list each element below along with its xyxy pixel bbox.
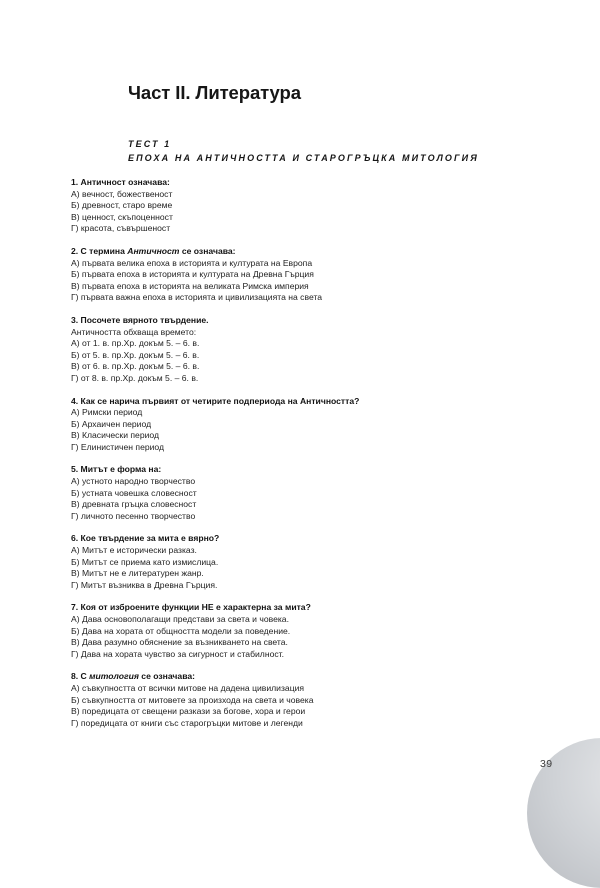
- question-stem: [71, 671, 491, 683]
- question-option[interactable]: Г) Дава на хората чувство за сигурност и стабилност.: [71, 648, 285, 659]
- question-option[interactable]: А) вечност, божественост: [71, 188, 173, 199]
- question-stem-prefix: 7. Коя от изброените функции НЕ е характерна за мита?: [71, 602, 311, 613]
- question-option[interactable]: Г) поредицата от книги със старогръцки митове и легенди: [71, 717, 303, 728]
- question-stem-prefix: 1. Античност означава:: [71, 177, 170, 187]
- question-option[interactable]: Б) устната човешка словесност: [71, 487, 197, 498]
- question-option[interactable]: Б) древност, старо време: [71, 200, 173, 211]
- question-option[interactable]: В) първата епоха в историята на великата Римска империя: [71, 280, 309, 291]
- question-stem-prefix: 8. С: [71, 671, 90, 682]
- question-option[interactable]: В) ценност, скъпоценност: [71, 211, 173, 222]
- question-stem-prefix: 4. Как се нарича първият от четирите подпериода на Античността?: [71, 395, 360, 406]
- test-header: [128, 138, 479, 165]
- question-option[interactable]: Б) първата епоха в историята и културата на Древна Гърция: [71, 269, 314, 280]
- question-option[interactable]: Г) от 8. в. пр.Хр. докъм 5. – 6. в.: [71, 372, 199, 383]
- question-stem-prefix: 6. Кое твърдение за мита е вярно?: [71, 533, 220, 544]
- question-stem-emphasis: Античност: [127, 245, 180, 256]
- question-option[interactable]: Б) Дава на хората от общността модели за поведение.: [71, 625, 291, 636]
- question-option[interactable]: Г) Митът възниква в Древна Гърция.: [71, 579, 218, 590]
- question-option[interactable]: А) съвкупността от всички митове на дадена цивилизация: [71, 682, 305, 693]
- question-option[interactable]: Г) първата важна епоха в историята и цивилизацията на света: [71, 292, 323, 303]
- question-option[interactable]: Б) съвкупността от митовете за произхода на света и човека: [71, 694, 314, 705]
- question-option[interactable]: А) първата велика епоха в историята и културата на Европа: [71, 257, 313, 268]
- question-stem: [71, 602, 491, 614]
- question-option[interactable]: В) поредицата от свещени разкази за богове, хора и герои: [71, 706, 306, 717]
- question-subtitle: Античността обхваща времето:: [71, 326, 197, 337]
- question-option[interactable]: В) от 6. в. пр.Хр. докъм 5. – 6. в.: [71, 361, 200, 372]
- page-number: 39: [540, 758, 553, 770]
- question-option[interactable]: А) устното народно творчество: [71, 476, 196, 487]
- question-option[interactable]: А) Римски период: [71, 407, 143, 418]
- question-option[interactable]: А) от 1. в. пр.Хр. докъм 5. – 6. в.: [71, 338, 200, 349]
- question-item: [71, 246, 491, 304]
- test-topic: ЕПОХА НА АНТИЧНОСТТА И СТАРОГРЪЦКА МИТОЛОГИЯ: [128, 152, 479, 163]
- question-item: [71, 533, 491, 591]
- question-stem-prefix: 3. Посочете вярното твърдение.: [71, 314, 209, 325]
- question-option[interactable]: В) древната гръцка словесност: [71, 499, 197, 510]
- question-option[interactable]: Г) личното песенно творчество: [71, 510, 196, 521]
- question-option[interactable]: В) Класически период: [71, 430, 159, 441]
- question-item: [71, 315, 491, 385]
- question-item: [71, 671, 491, 729]
- question-stem-suffix: се означава:: [179, 245, 236, 256]
- question-stem-prefix: 2. С термина: [71, 245, 128, 256]
- question-stem-emphasis: митология: [89, 671, 139, 682]
- question-option[interactable]: Б) Архаичен период: [71, 418, 152, 429]
- question-stem: [71, 396, 491, 408]
- question-option[interactable]: В) Дава разумно обяснение за възникването на света.: [71, 637, 288, 648]
- page-title: Част II. Литература: [128, 82, 301, 104]
- question-item: [71, 464, 491, 522]
- question-item: [71, 396, 491, 454]
- question-stem: [71, 533, 491, 545]
- question-option[interactable]: А) Митът е исторически разказ.: [71, 545, 197, 556]
- test-label: ТЕСТ 1: [128, 139, 172, 149]
- question-item: [71, 177, 491, 235]
- question-item: [71, 602, 491, 660]
- question-stem: [71, 177, 491, 189]
- question-option[interactable]: Г) красота, съвършеност: [71, 223, 171, 234]
- question-stem-suffix: се означава:: [138, 671, 195, 682]
- question-option[interactable]: А) Дава основополагащи представи за света и човека.: [71, 614, 289, 624]
- question-stem: [71, 315, 491, 327]
- page-number-decoration: [527, 738, 600, 888]
- question-stem: [71, 464, 491, 476]
- question-option[interactable]: Б) от 5. в. пр.Хр. докъм 5. – 6. в.: [71, 349, 200, 360]
- question-stem-prefix: 5. Митът е форма на:: [71, 464, 162, 475]
- question-option[interactable]: В) Митът не е литературен жанр.: [71, 568, 204, 579]
- question-option[interactable]: Г) Елинистичен период: [71, 441, 165, 452]
- question-option[interactable]: Б) Митът се приема като измислица.: [71, 556, 219, 567]
- question-list: [71, 177, 491, 740]
- question-stem: [71, 246, 491, 258]
